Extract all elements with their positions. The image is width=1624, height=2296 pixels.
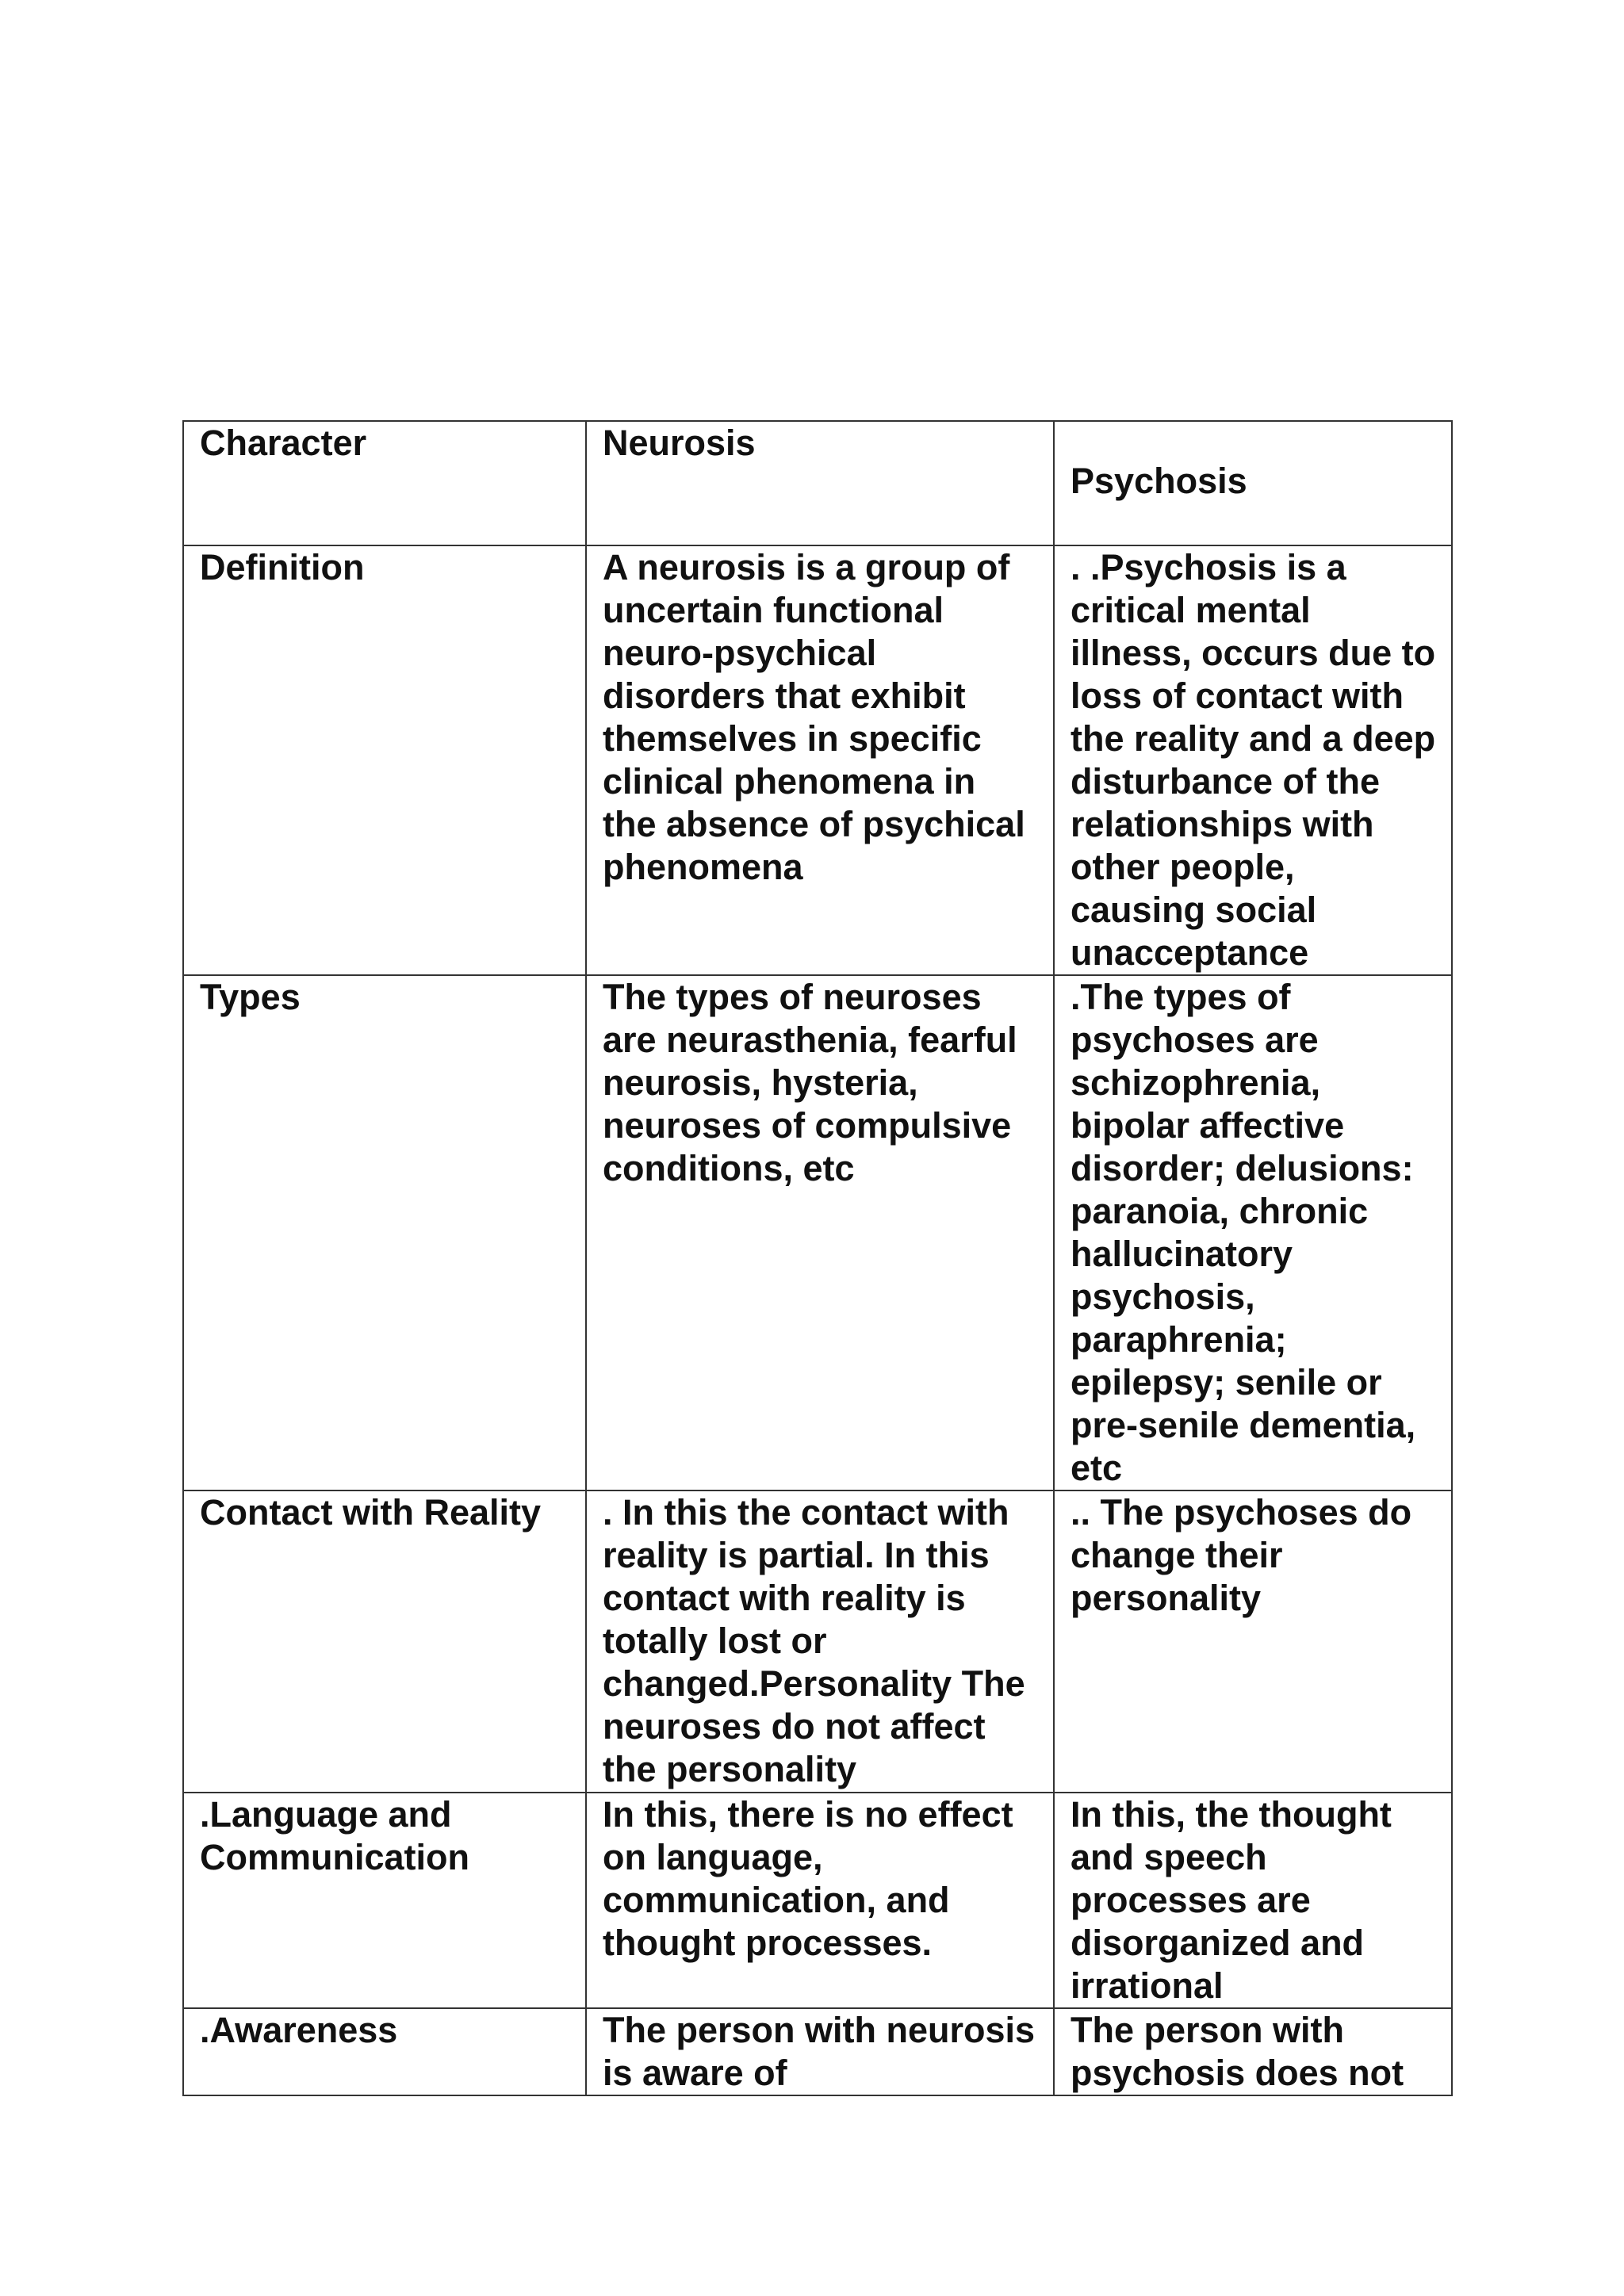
table-row <box>183 545 1452 975</box>
neurosis-cell <box>586 1793 1054 2008</box>
header-character: Character <box>200 423 367 463</box>
row-psychosis-text: The person with psychosis does not <box>1071 2010 1404 2093</box>
character-cell <box>183 545 586 975</box>
row-psychosis-text: In this, the thought and speech processes are disorganized and irrational <box>1071 1794 1392 2006</box>
psychosis-cell <box>1054 2008 1452 2095</box>
table-header-row <box>183 421 1452 545</box>
psychosis-cell <box>1054 975 1452 1490</box>
row-psychosis-text: .The types of psychoses are schizophrenia, bipolar affective disorder; delusions: paranoia, chronic hallucinatory psychosis, paraphrenia; epilepsy; senile or pre-senile dementia, etc <box>1071 977 1416 1488</box>
table-row <box>183 1793 1452 2008</box>
neurosis-cell <box>586 2008 1054 2095</box>
row-neurosis-text: The person with neurosis is aware of <box>603 2010 1036 2093</box>
table-row <box>183 2008 1452 2095</box>
row-neurosis-text: . In this the contact with reality is partial. In this contact with reality is totally lost or changed.Personality The neuroses do not affect the personality <box>603 1492 1025 1789</box>
row-psychosis-text: .. The psychoses do change their personality <box>1071 1492 1412 1618</box>
header-psychosis-cell <box>1054 421 1452 545</box>
header-character-cell <box>183 421 586 545</box>
neurosis-cell <box>586 545 1054 975</box>
row-neurosis-text: A neurosis is a group of uncertain functional neuro-psychical disorders that exhibit themselves in specific clinical phenomena in the absence of psychical phenomena <box>603 547 1025 887</box>
row-psychosis-text: . .Psychosis is a critical mental illness, occurs due to loss of contact with the reality and a deep disturbance of the relationships with other people, causing social unacceptance <box>1071 547 1436 973</box>
character-cell <box>183 975 586 1490</box>
header-neurosis-cell <box>586 421 1054 545</box>
header-psychosis: Psychosis <box>1071 461 1247 501</box>
row-character-label: Types <box>200 977 301 1017</box>
psychosis-cell <box>1054 1490 1452 1793</box>
row-character-label: .Language and Communication <box>200 1794 470 1877</box>
row-neurosis-text: The types of neuroses are neurasthenia, fearful neurosis, hysteria, neuroses of compulsive conditions, etc <box>603 977 1017 1188</box>
neurosis-psychosis-comparison-table <box>182 420 1453 2096</box>
psychosis-cell <box>1054 545 1452 975</box>
neurosis-cell <box>586 975 1054 1490</box>
row-character-label: Definition <box>200 547 365 587</box>
psychosis-cell <box>1054 1793 1452 2008</box>
neurosis-cell <box>586 1490 1054 1793</box>
row-character-label: Contact with Reality <box>200 1492 542 1533</box>
table-row <box>183 1490 1452 1793</box>
table-row <box>183 975 1452 1490</box>
character-cell <box>183 2008 586 2095</box>
character-cell <box>183 1490 586 1793</box>
row-character-label: .Awareness <box>200 2010 398 2050</box>
row-neurosis-text: In this, there is no effect on language, communication, and thought processes. <box>603 1794 1013 1963</box>
character-cell <box>183 1793 586 2008</box>
header-neurosis: Neurosis <box>603 423 756 463</box>
